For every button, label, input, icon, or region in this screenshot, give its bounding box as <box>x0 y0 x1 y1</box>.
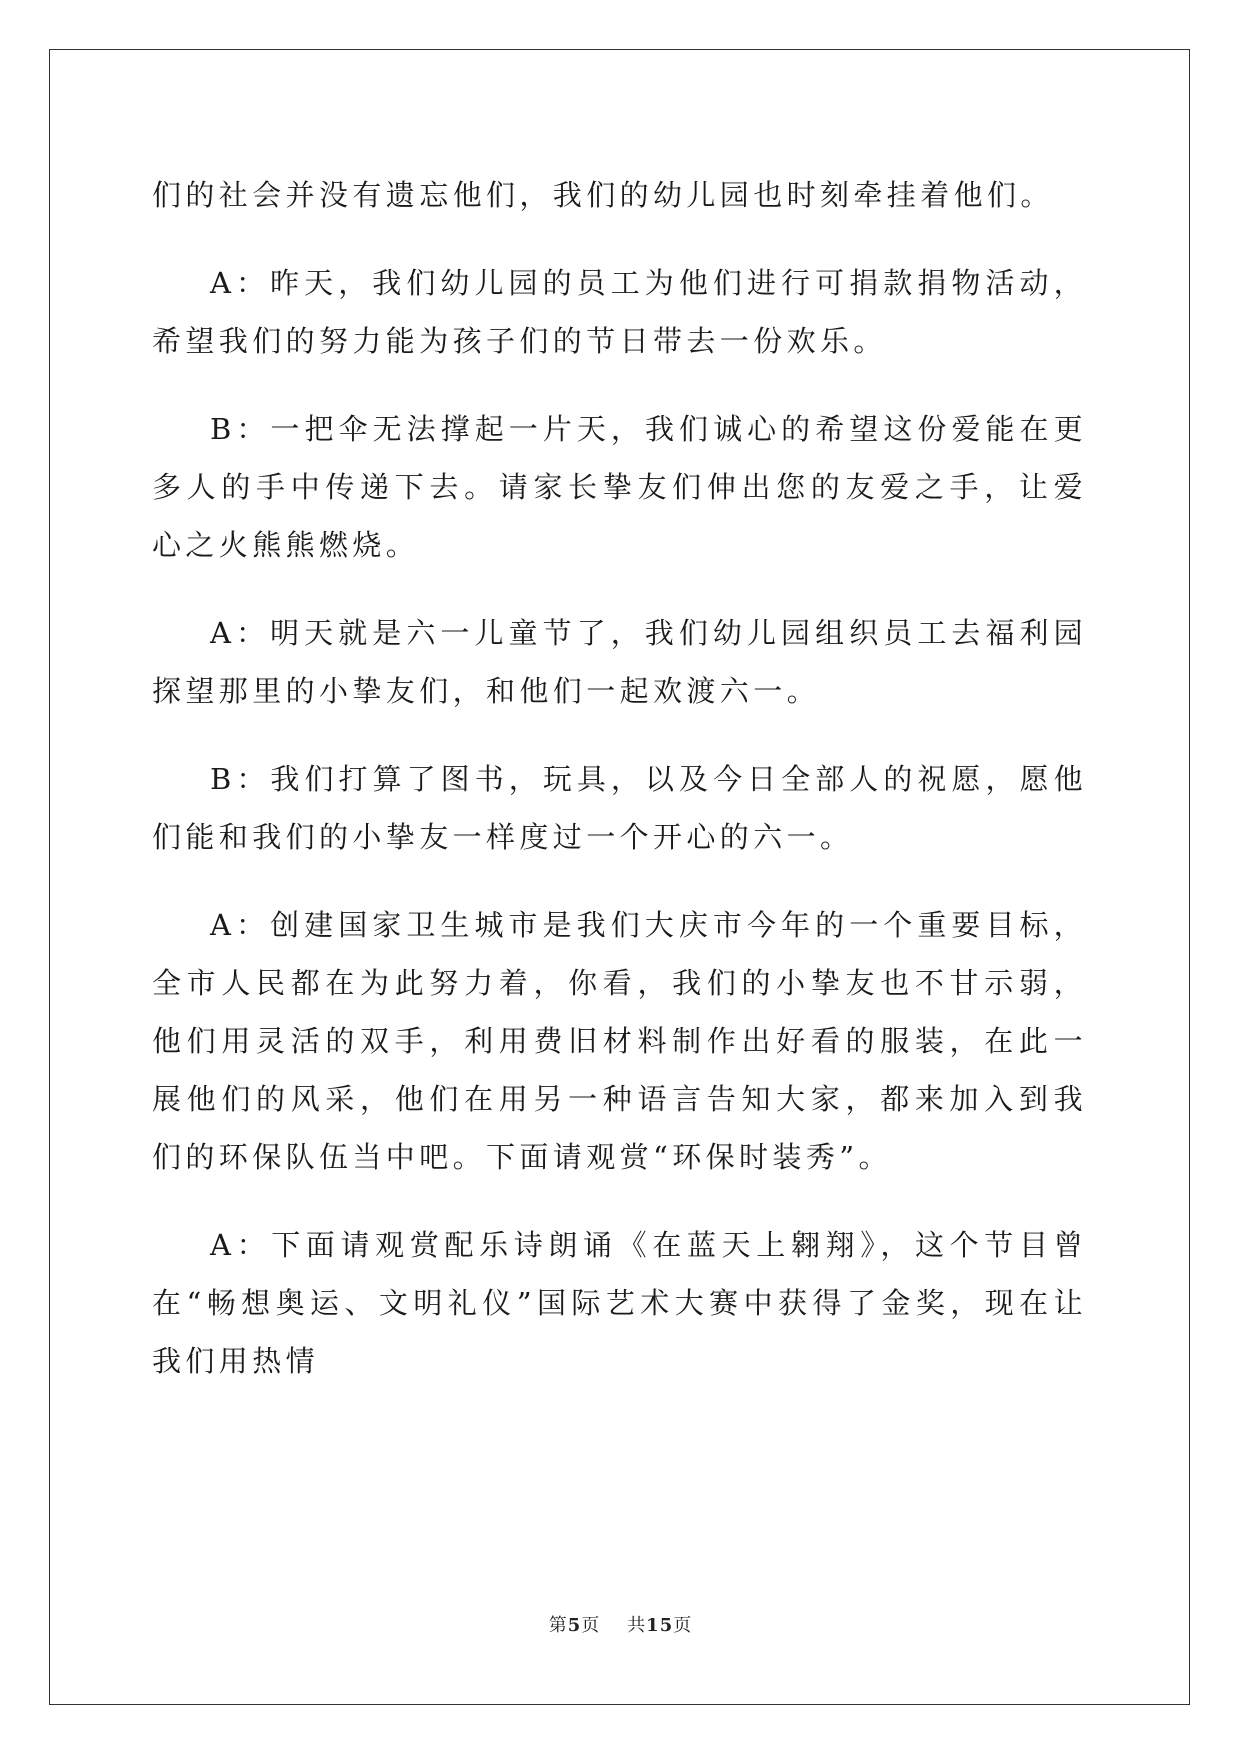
paragraph: A：下面请观赏配乐诗朗诵《在蓝天上翱翔》，这个节目曾在“畅想奥运、文明礼仪”国际艺术大赛中获得了金奖，现在让我们用热情 <box>152 1228 1087 1378</box>
footer-total-suffix: 页 <box>673 1615 693 1636</box>
paragraph: B：一把伞无法撑起一片天，我们诚心的希望这份爱能在更多人的手中传递下去。请家长挚友们伸出您的友爱之手，让爱心之火熊熊燃烧。 <box>152 412 1087 562</box>
paragraph: A：创建国家卫生城市是我们大庆市今年的一个重要目标，全市人民都在为此努力着，你看，我们的小挚友也不甘示弱，他们用灵活的双手，利用费旧材料制作出好看的服装，在此一展他们的风采，他们在用另一种语言告知大家，都来加入到我们的环保队伍当中吧。下面请观赏“环保时装秀”。 <box>152 908 1087 1174</box>
paragraph: B：我们打算了图书，玩具，以及今日全部人的祝愿，愿他们能和我们的小挚友一样度过一个开心的六一。 <box>152 762 1087 854</box>
footer-total-prefix: 共 <box>627 1615 647 1636</box>
page-footer <box>0 1611 1241 1637</box>
paragraph: 们的社会并没有遗忘他们，我们的幼儿园也时刻牵挂着他们。 <box>152 178 1054 212</box>
paragraph: A：昨天，我们幼儿园的员工为他们进行可捐款捐物活动，希望我们的努力能为孩子们的节日带去一份欢乐。 <box>152 266 1087 358</box>
footer-prefix: 第 <box>548 1615 568 1636</box>
paragraph: A：明天就是六一儿童节了，我们幼儿园组织员工去福利园探望那里的小挚友们，和他们一起欢渡六一。 <box>152 616 1087 708</box>
document-body <box>152 166 1087 1420</box>
current-page-number: 5 <box>567 1615 582 1636</box>
footer-page-suffix: 页 <box>581 1615 601 1636</box>
total-page-number: 15 <box>646 1615 674 1636</box>
